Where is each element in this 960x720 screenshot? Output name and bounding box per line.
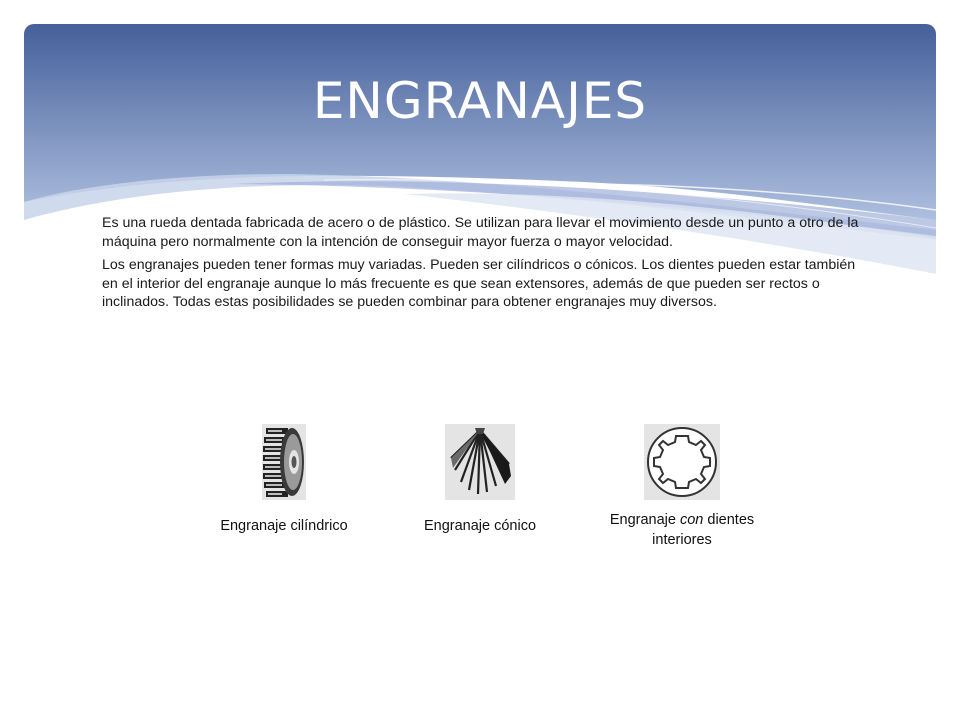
body-text [102, 214, 862, 317]
internal-gear-icon [644, 424, 720, 500]
cylindrical-gear-icon [262, 424, 306, 500]
paragraph-definition: Es una rueda dentada fabricada de acero o de plástico. Se utilizan para llevar el movimiento desde un punto a otro de la máquina pero normalmente con la intención de conseguir mayor fuerza o mayor velocidad. [102, 215, 859, 250]
caption-internal-line1: Engranaje con dientes [609, 512, 755, 528]
figure-bevel-gear [410, 424, 550, 536]
caption-bevel: Engranaje cónico [423, 518, 537, 534]
caption-cylindrical: Engranaje cilíndrico [220, 518, 348, 534]
caption-internal [610, 510, 754, 550]
slide-title: ENGRANAJES [312, 72, 648, 130]
figure-internal-gear [592, 424, 772, 550]
figure-cylindrical-gear [204, 424, 364, 536]
caption-internal-line2: interiores [652, 532, 712, 548]
bevel-gear-icon [445, 424, 515, 500]
paragraph-types: Los engranajes pueden tener formas muy variadas. Pueden ser cilíndricos o cónicos. Los dientes pueden estar también en el interior del engranaje aunque lo más frecuente es que sean extensores, además de que pueden ser rectos o inclinados. Todas estas posibilidades se pueden combinar para obtener engranajes muy diversos. [102, 257, 856, 311]
